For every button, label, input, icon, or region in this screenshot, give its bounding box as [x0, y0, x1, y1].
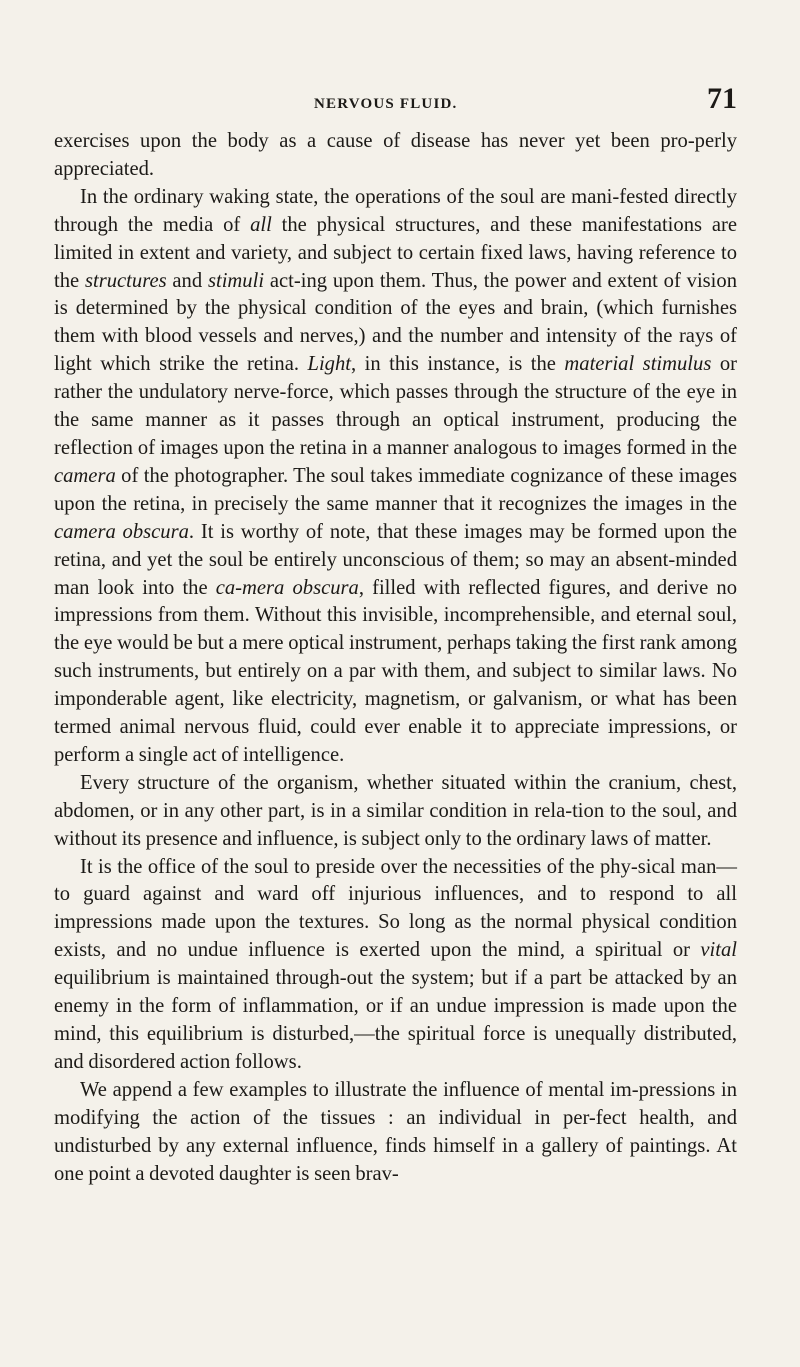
text-run: the physical structures, and these manifestations are limited in extent and variety, and subject to certain fixed laws, having reference to the [54, 213, 737, 292]
paragraph [54, 854, 737, 1077]
text-run: Every structure of the organism, whether situated within the cranium, chest, abdomen, or in any other part, is in a similar condition in rela-tion to the soul, and without its presence and influence, is subject only to the ordinary laws of matter. [54, 771, 737, 850]
italic-run: vital [700, 939, 737, 962]
page-number: 71 [707, 82, 737, 115]
italic-run: all [250, 213, 272, 236]
italic-run: camera obscura [54, 520, 189, 543]
paragraph [54, 770, 737, 854]
text-run: , filled with reflected figures, and derive no impressions from them. Without this invisible, incomprehensible, and eternal soul, the eye would be but a mere optical instrument, perhaps taking the first rank among such instruments, but entirely on a par with them, and subject to similar laws. No imponderable agent, like electricity, magnetism, or galvanism, or what has been termed animal nervous fluid, could ever enable it to appreciate impressions, or perform a single act of intelligence. [54, 576, 737, 766]
body-text [54, 128, 737, 1188]
page-header [54, 82, 737, 124]
italic-run: structures [84, 269, 167, 292]
text-run: . It is worthy of note, that these images may be formed upon the retina, and yet the soul be entirely unconscious of them; so may an absent-minded man look into the [54, 520, 737, 599]
italic-run: camera [54, 464, 116, 487]
text-run: exercises upon the body as a cause of disease has never yet been pro-perly appreciated. [54, 130, 737, 180]
text-run: of the photographer. The soul takes immediate cognizance of these images upon the retina, in precisely the same manner that it recognizes the images in the [54, 464, 737, 515]
running-head: NERVOUS FLUID. [314, 96, 458, 112]
italic-run: stimuli [207, 269, 265, 292]
italic-run: material stimulus [564, 353, 712, 376]
text-run: In the ordinary waking state, the operations of the soul are mani-fested directly through the media of [54, 185, 737, 236]
paragraph [54, 1077, 737, 1189]
text-run: It is the office of the soul to preside over the necessities of the phy-sical man—to guard against and ward off injurious influences, and to respond to all impressions made upon the textures. So long as the normal physical condition exists, and no undue influence is exerted upon the mind, a spiritual or [54, 855, 737, 962]
text-run: , in this instance, is the [351, 353, 565, 376]
paragraph [54, 128, 737, 184]
text-run: equilibrium is maintained through-out the system; but if a part be attacked by an enemy in the form of inflammation, or if an undue impression is made upon the mind, this equilibrium is disturbed,—the spiritual force is unequally distributed, and disordered action follows. [54, 967, 737, 1073]
text-run: or rather the undulatory nerve-force, which passes through the structure of the eye in the same manner as it passes through an optical instrument, producing the reflection of images upon the retina in a manner analogous to images formed in the [54, 353, 738, 459]
text-run: and [166, 269, 208, 292]
italic-run: Light [307, 353, 351, 376]
text-run: We append a few examples to illustrate the influence of mental im-pressions in modifying the action of the tissues : an individual in per-fect health, and undisturbed by any external influence, finds himself in a gallery of paintings. At one point a devoted daughter is seen brav- [54, 1078, 737, 1185]
text-run: act-ing upon them. Thus, the power and extent of vision is determined by the physical condition of the eyes and brain, (which furnishes them with blood vessels and nerves,) and the number and intensity of the rays of light which strike the retina. [54, 269, 737, 376]
italic-run: ca-mera obscura [215, 576, 359, 599]
paragraph [54, 184, 737, 770]
